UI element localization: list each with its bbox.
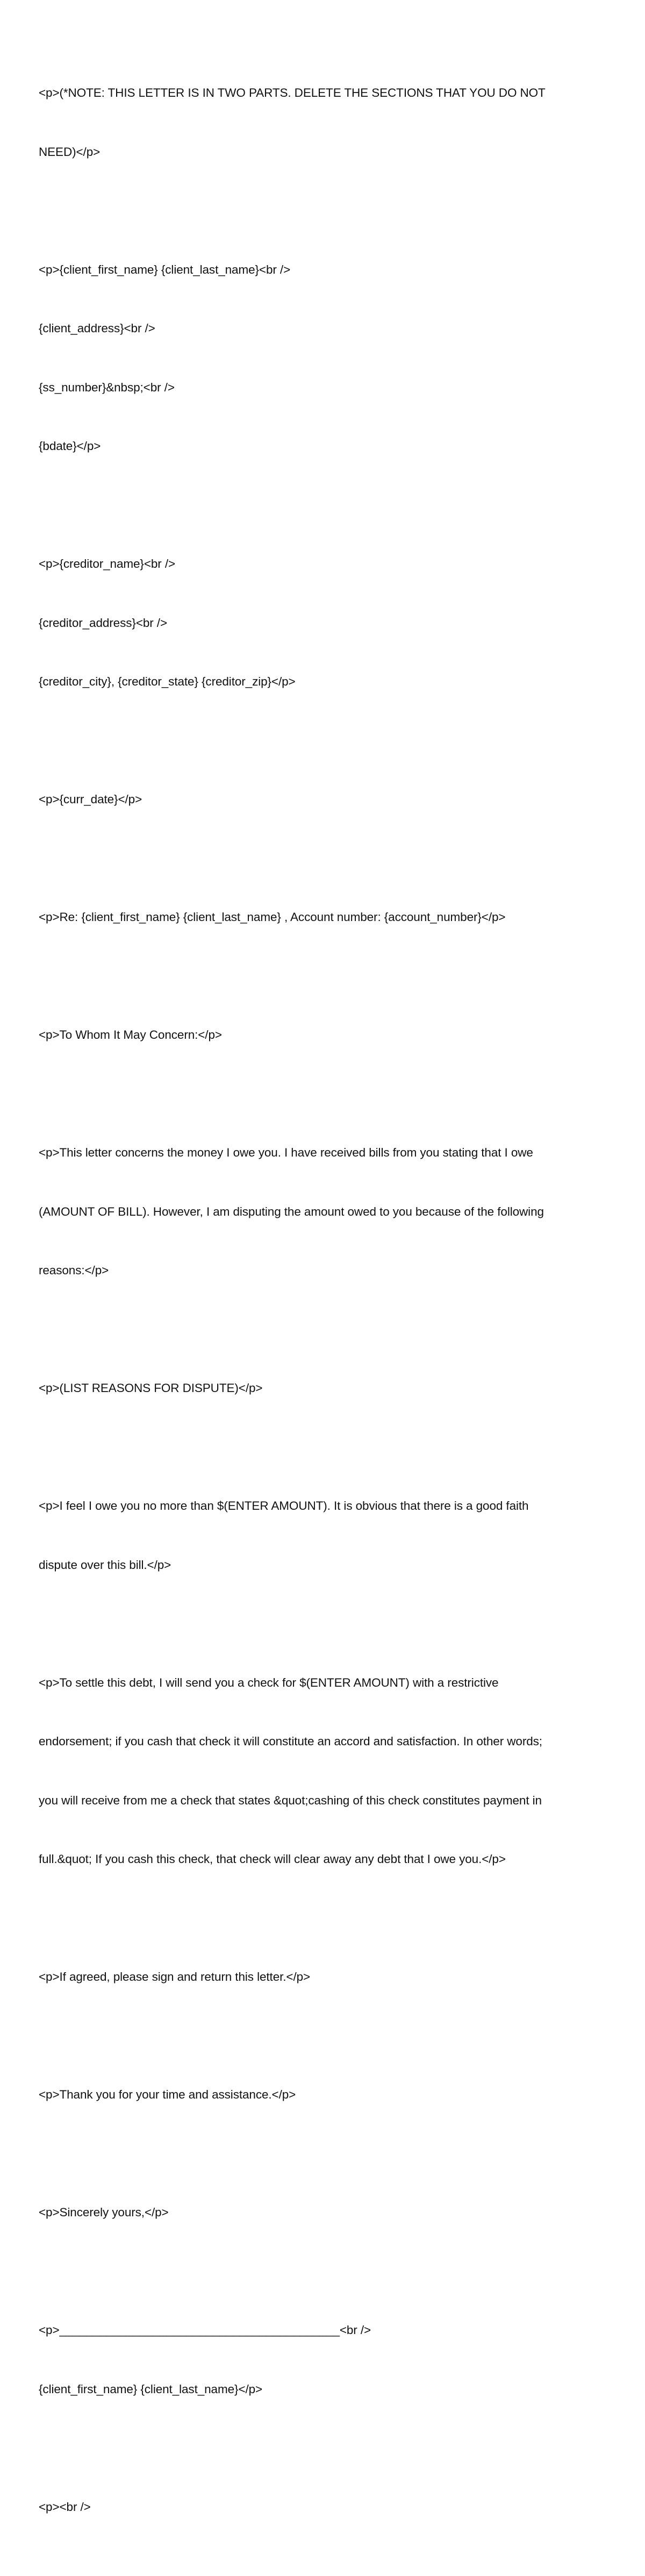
thanks-paragraph bbox=[39, 2046, 608, 2144]
reasons-paragraph bbox=[39, 1339, 608, 1438]
text-line: {bdate}</p> bbox=[39, 439, 101, 453]
closing-paragraph bbox=[39, 2164, 608, 2262]
text-line: {creditor_address}<br /> bbox=[39, 616, 168, 630]
text-line: (AMOUNT OF BILL). However, I am disputing the amount owed to you because of the following bbox=[39, 1204, 544, 1218]
text-line: <p>{curr_date}</p> bbox=[39, 793, 142, 806]
signature-paragraph bbox=[39, 2281, 608, 2438]
text-line: endorsement; if you cash that check it will constitute an accord and satisfaction. In other words; bbox=[39, 1735, 542, 1748]
text-line: dispute over this bill.</p> bbox=[39, 1558, 171, 1572]
text-line: <p>To Whom It May Concern:</p> bbox=[39, 1028, 222, 1041]
text-line: you will receive from me a check that states &quot;cashing of this check constitutes payment in bbox=[39, 1793, 542, 1807]
date-paragraph bbox=[39, 751, 608, 849]
text-line: <p>Thank you for your time and assistance.</p> bbox=[39, 2088, 296, 2101]
text-line: full.&quot; If you cash this check, that check will clear away any debt that I owe you.</p> bbox=[39, 1852, 506, 1866]
request-paragraph bbox=[39, 1928, 608, 2026]
note-paragraph bbox=[39, 44, 608, 201]
client-info-paragraph bbox=[39, 221, 608, 496]
text-line: <p>{client_first_name} {client_last_name}<br /> bbox=[39, 262, 291, 276]
text-line: {creditor_city}, {creditor_state} {creditor_zip}</p> bbox=[39, 675, 296, 688]
text-line: <p>Re: {client_first_name} {client_last_name} , Account number: {account_number}</p> bbox=[39, 910, 506, 924]
trailing-paragraph bbox=[39, 2458, 608, 2557]
text-line: NEED)</p> bbox=[39, 145, 101, 159]
text-line: <p>(*NOTE: THIS LETTER IS IN TWO PARTS. DELETE THE SECTIONS THAT YOU DO NOT bbox=[39, 86, 546, 99]
text-line: <p>I feel I owe you no more than $(ENTER AMOUNT). It is obvious that there is a good faith bbox=[39, 1499, 529, 1512]
text-line: {client_address}<br /> bbox=[39, 322, 155, 335]
body-paragraph-amount bbox=[39, 1457, 608, 1614]
text-line: {client_first_name} {client_last_name}</p> bbox=[39, 2382, 263, 2396]
text-line: <p>Sincerely yours,</p> bbox=[39, 2206, 169, 2219]
creditor-info-paragraph bbox=[39, 515, 608, 731]
body-paragraph-settlement bbox=[39, 1634, 608, 1909]
text-line: <p>To settle this debt, I will send you a check for $(ENTER AMOUNT) with a restrictive bbox=[39, 1675, 499, 1689]
text-line: <p>This letter concerns the money I owe you. I have received bills from you stating that I owe bbox=[39, 1146, 533, 1159]
text-line: <p>(LIST REASONS FOR DISPUTE)</p> bbox=[39, 1381, 263, 1395]
text-line: {ss_number}&nbsp;<br /> bbox=[39, 380, 175, 394]
body-paragraph-dispute bbox=[39, 1104, 608, 1320]
text-line: <p>If agreed, please sign and return this letter.</p> bbox=[39, 1970, 311, 1983]
text-line: reasons:</p> bbox=[39, 1264, 109, 1277]
text-line: <p><br /> bbox=[39, 2500, 91, 2514]
signature-line: <p>__________________________________________<br /> bbox=[39, 2323, 371, 2337]
letter-document bbox=[39, 44, 608, 2576]
subject-paragraph bbox=[39, 868, 608, 967]
text-line: <p>{creditor_name}<br /> bbox=[39, 557, 176, 570]
salutation-paragraph bbox=[39, 986, 608, 1084]
